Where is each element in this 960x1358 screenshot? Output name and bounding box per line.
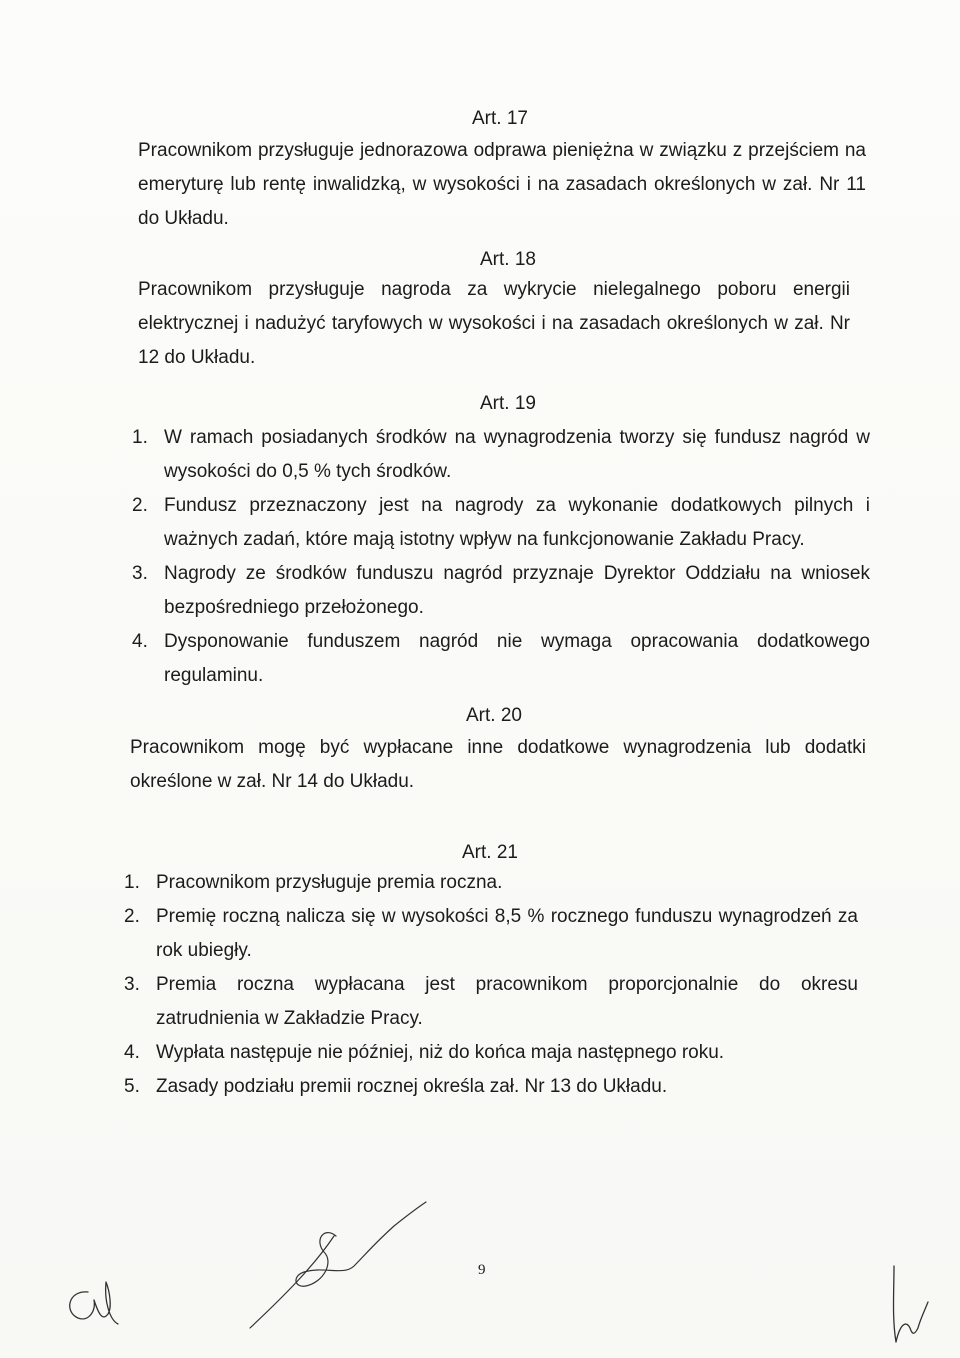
art-21-item-1 (124, 866, 858, 900)
art-17-text: Pracownikom przysługuje jednorazowa odprawa pieniężna w związku z przejściem na emeryturę lub rentę inwalidzką, w wysokości i na zasadach określonych w zał. Nr 11 do Układu. (138, 140, 866, 229)
list-item-text: Dysponowanie funduszem nagród nie wymaga opracowania dodatkowego regulaminu. (164, 631, 870, 686)
list-number: 1. (124, 872, 140, 893)
art-19-item-4 (132, 625, 870, 693)
list-number: 2. (132, 495, 148, 516)
page-number: 9 (478, 1262, 486, 1278)
initials-signature-right (880, 1262, 936, 1348)
list-item-text: Wypłata następuje nie później, niż do końca maja następnego roku. (156, 1042, 725, 1063)
art-21-item-3 (124, 968, 858, 1036)
art-21-item-5 (124, 1070, 858, 1104)
list-number: 4. (132, 631, 148, 652)
art-19-item-1 (132, 421, 870, 489)
list-number: 2. (124, 906, 140, 927)
list-item-text: W ramach posiadanych środków na wynagrodzenia tworzy się fundusz nagród w wysokości do 0,5 % tych środków. (164, 427, 870, 482)
art-19-item-2 (132, 489, 870, 557)
art-20-title: Art. 20 (466, 705, 522, 726)
list-item-text: Fundusz przeznaczony jest na nagrody za wykonanie dodatkowych pilnych i ważnych zadań, które mają istotny wpływ na funkcjonowanie Zakładu Pracy. (164, 495, 870, 550)
art-21-title: Art. 21 (462, 842, 518, 863)
list-number: 3. (132, 563, 148, 584)
art-18-text: Pracownikom przysługuje nagroda za wykrycie nielegalnego poboru energii elektrycznej i nadużyć taryfowych w wysokości i na zasadach określonych w zał. Nr 12 do Układu. (138, 279, 850, 368)
list-item-text: Zasady podziału premii rocznej określa zał. Nr 13 do Układu. (156, 1076, 668, 1097)
art-17-title: Art. 17 (472, 108, 528, 129)
initials-signature-left (58, 1272, 128, 1332)
list-item-text: Nagrody ze środków funduszu nagród przyznaje Dyrektor Oddziału na wniosek bezpośredniego przełożonego. (164, 563, 870, 618)
art-21-list (124, 866, 858, 1104)
list-item-text: Premię roczną nalicza się w wysokości 8,5 % rocznego funduszu wynagrodzeń za rok ubiegły. (156, 906, 858, 961)
art-19-title: Art. 19 (480, 393, 536, 414)
list-number: 3. (124, 974, 140, 995)
list-item-text: Premia roczna wypłacana jest pracownikom proporcjonalnie do okresu zatrudnienia w Zakładzie Pracy. (156, 974, 858, 1029)
art-18-title: Art. 18 (480, 249, 536, 270)
art-20-text: Pracownikom mogę być wypłacane inne dodatkowe wynagrodzenia lub dodatki określone w zał. Nr 14 do Układu. (130, 737, 866, 792)
art-21-item-2 (124, 900, 858, 968)
art-21-item-4 (124, 1036, 858, 1070)
handwritten-signature-center (244, 1196, 434, 1336)
list-number: 4. (124, 1042, 140, 1063)
list-item-text: Pracownikom przysługuje premia roczna. (156, 872, 503, 893)
list-number: 5. (124, 1076, 140, 1097)
art-19-list (132, 421, 870, 693)
list-number: 1. (132, 427, 148, 448)
art-19-item-3 (132, 557, 870, 625)
